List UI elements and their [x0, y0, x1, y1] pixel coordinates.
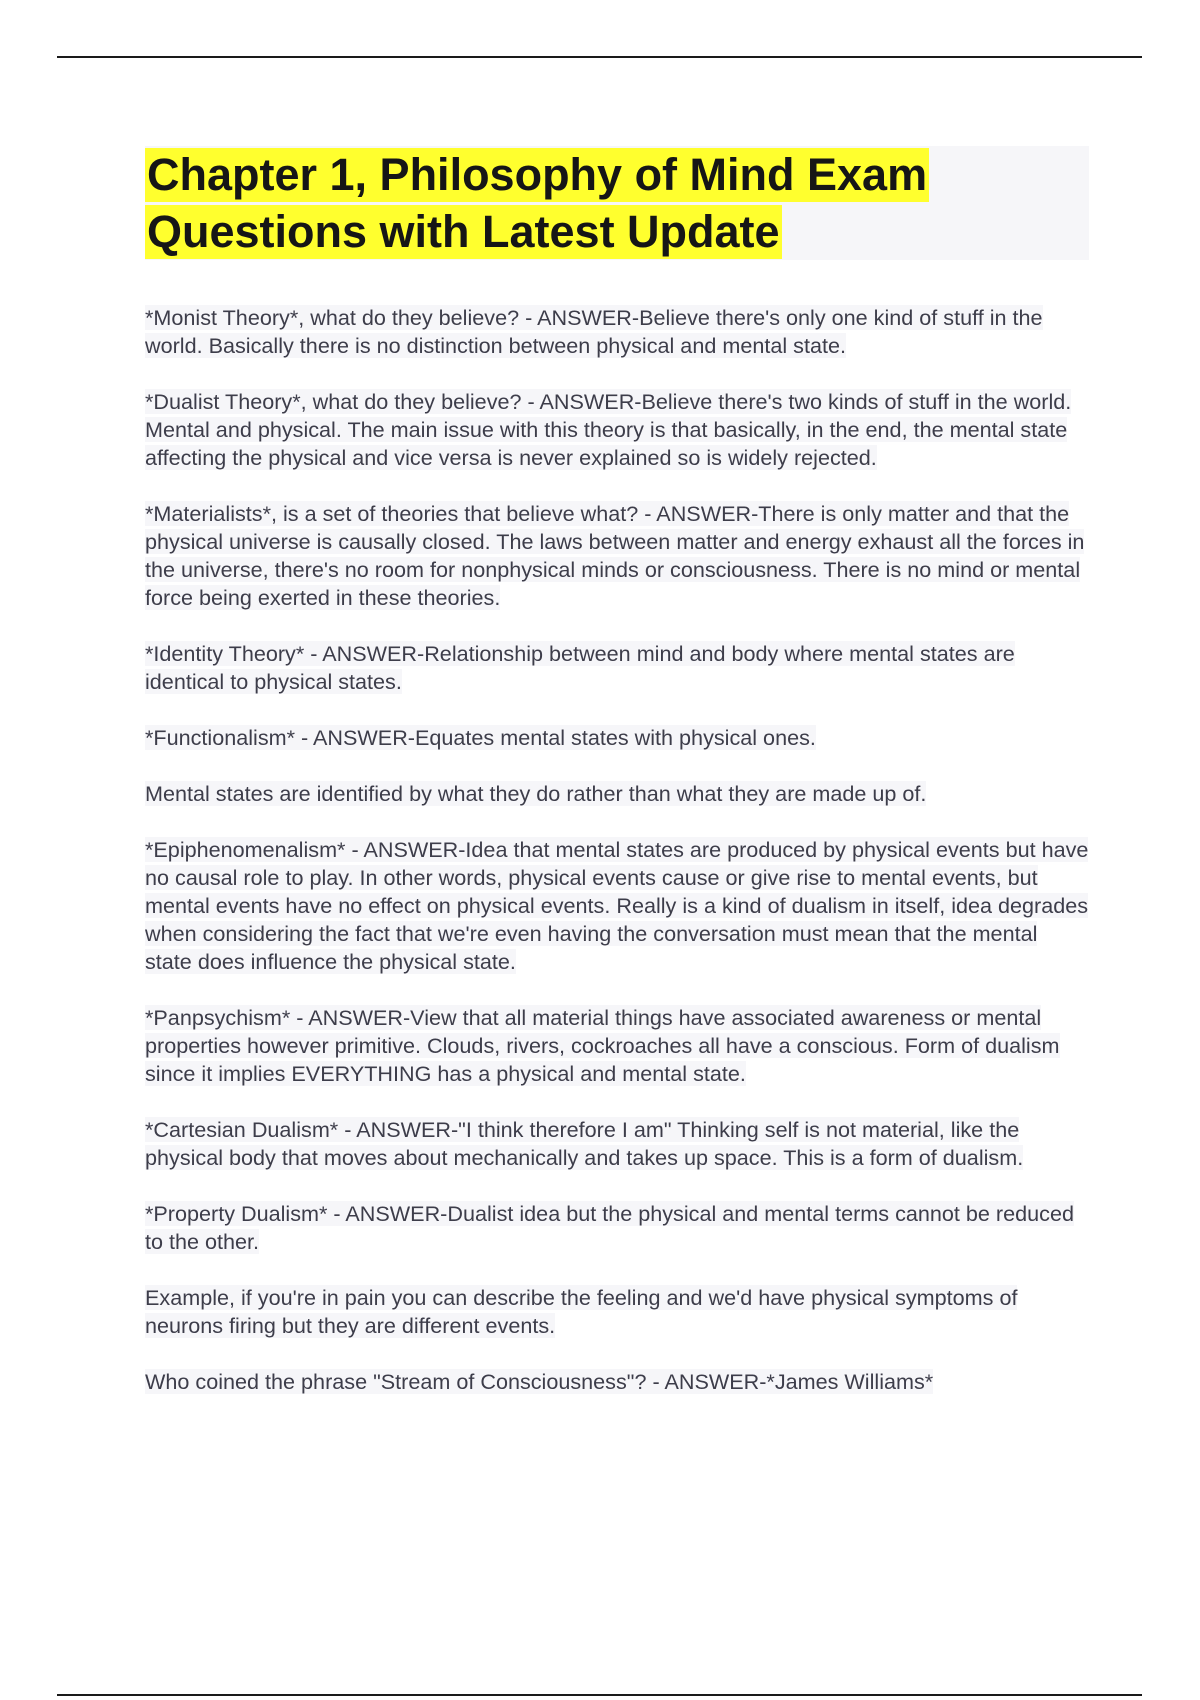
page-title [145, 146, 1089, 260]
qa-entry-continuation: Mental states are identified by what they do rather than what they are made up of. [145, 781, 927, 806]
top-rule [57, 56, 1142, 58]
qa-entry: *Dualist Theory*, what do they believe? - ANSWER-Believe there's two kinds of stuff in the world. Mental and physical. The main issue with this theory is that basically, in the end, the mental state affecting the physical and vice versa is never explained so is widely rejected. [145, 389, 1072, 470]
qa-entry: *Epiphenomenalism* - ANSWER-Idea that mental states are produced by physical events but have no causal role to play. In other words, physical events cause or give rise to mental events, but mental events have no effect on physical events. Really is a kind of dualism in itself, idea degrades when considering the fact that we're even having the conversation must mean that the mental state does influence the physical state. [145, 837, 1089, 974]
qa-entry: *Monist Theory*, what do they believe? - ANSWER-Believe there's only one kind of stuff in the world. Basically there is no distinction between physical and mental state. [145, 305, 1043, 358]
qa-entry: *Functionalism* - ANSWER-Equates mental states with physical ones. [145, 725, 816, 750]
qa-entry-continuation: Example, if you're in pain you can describe the feeling and we'd have physical symptoms of neurons firing but they are different events. [145, 1285, 1018, 1338]
qa-entry: *Materialists*, is a set of theories that believe what? - ANSWER-There is only matter and that the physical universe is causally closed. The laws between matter and energy exhaust all the forces in the universe, there's no room for nonphysical minds or consciousness. There is no mind or mental force being exerted in these theories. [145, 501, 1085, 610]
title-block [145, 146, 1089, 260]
title-highlight: Chapter 1, Philosophy of Mind Exam Questions with Latest Update [147, 149, 928, 257]
qa-entry: Who coined the phrase "Stream of Consciousness"? - ANSWER-*James Williams* [145, 1369, 934, 1394]
document-body [145, 146, 1089, 1424]
qa-entry: *Cartesian Dualism* - ANSWER-"I think therefore I am" Thinking self is not material, like the physical body that moves about mechanically and takes up space. This is a form of dualism. [145, 1117, 1024, 1170]
qa-entry: *Property Dualism* - ANSWER-Dualist idea but the physical and mental terms cannot be reduced to the other. [145, 1201, 1074, 1254]
bottom-rule [57, 1694, 1142, 1696]
qa-entry: *Identity Theory* - ANSWER-Relationship between mind and body where mental states are identical to physical states. [145, 641, 1015, 694]
qa-entry: *Panpsychism* - ANSWER-View that all material things have associated awareness or mental properties however primitive. Clouds, rivers, cockroaches all have a conscious. Form of dualism since it implies EVERYTHING has a physical and mental state. [145, 1005, 1060, 1086]
